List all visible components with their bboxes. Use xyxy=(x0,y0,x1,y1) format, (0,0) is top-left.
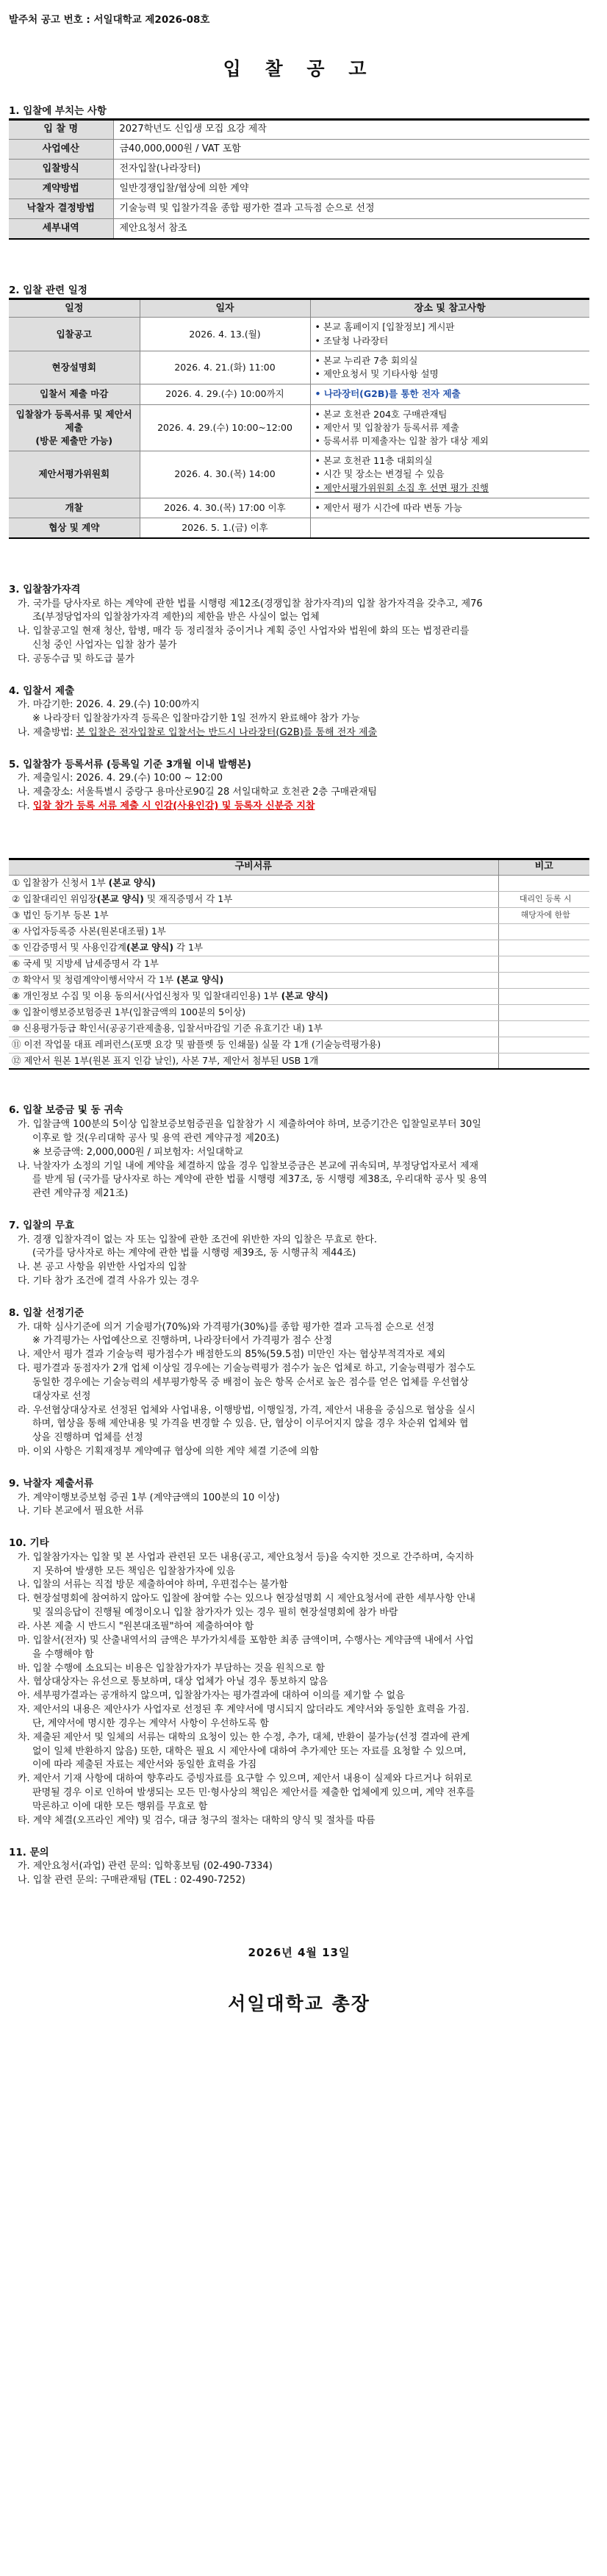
schedule-date: 2026. 4. 30.(목) 17:00 이후 xyxy=(140,498,310,518)
document-text: ③ 법인 등기부 등본 1부 xyxy=(12,909,109,921)
section-7-line: 다. 기타 참가 조건에 결격 사유가 있는 경우 xyxy=(18,1276,199,1287)
schedule-label-line: (방문 제출만 가능) xyxy=(35,435,113,447)
schedule-row xyxy=(9,404,589,451)
document-item xyxy=(9,972,498,988)
section-10-line: 없이 일체 반환하지 않음) 또한, 대학은 필요 시 제안사에 대하여 추가제안 또는 자료를 요청할 수 있으며, xyxy=(32,1745,467,1757)
document-form-tag: (본교 양식) xyxy=(126,942,174,954)
body-sections xyxy=(9,583,589,814)
section-5-warning: 입찰 참가 등록 서류 제출 시 인감(사용인감) 및 등록자 신분증 지참 xyxy=(32,801,315,812)
documents-note-header: 비고 xyxy=(498,859,589,875)
schedule-row xyxy=(9,384,589,404)
schedule-note: • 제안서 평가 시간에 따라 변동 가능 xyxy=(315,501,586,515)
document-form-tag: (본교 양식) xyxy=(176,974,224,986)
section-3-line: 조(부정당업자의 입찰참가자격 제한)의 제한을 받은 사실이 없는 업체 xyxy=(32,612,320,623)
notice-number: 발주처 공고 번호 : 서일대학교 제2026-08호 xyxy=(9,14,210,26)
schedule-label-line: 입찰참가 등록서류 및 제안서 제출 xyxy=(15,408,132,434)
section-8-line: 상을 진행하며 업체를 선정 xyxy=(32,1432,143,1444)
schedule-label xyxy=(9,404,140,451)
document-text: ⑨ 입찰이행보증보험증권 1부(입찰금액의 100분의 5이상) xyxy=(12,1006,246,1018)
section-4-line-prefix: 나. 제출방법: xyxy=(18,726,76,738)
document-note xyxy=(498,972,589,988)
document-row xyxy=(9,1053,589,1069)
section-4-line-underlined: 본 입찰은 전자입찰로 입찰서는 반드시 나라장터(G2B)를 통해 전자 제출 xyxy=(76,726,378,738)
document-note xyxy=(498,1004,589,1020)
section-10-line: 카. 제안서 기재 사항에 대하여 향후라도 증빙자료를 요구할 수 있으며, 제안서 내용이 실제와 다르거나 허위로 xyxy=(18,1773,473,1785)
document-note xyxy=(498,988,589,1004)
section-10-line: 가. 입찰참가자는 입찰 및 본 사업과 관련된 모든 내용(공고, 제안요청서 등)을 숙지한 것으로 간주하며, 숙지하 xyxy=(18,1551,474,1563)
section-3-title: 3. 입찰참가자격 xyxy=(9,583,81,595)
section-10-line: 판명될 경우 이로 인하여 발생되는 모든 민·형사상의 책임은 제안서를 제출한 업체에게 있으며, 계약 전후를 xyxy=(32,1787,475,1799)
schedule-notes xyxy=(310,404,589,451)
section-4-line: ※ 나라장터 입찰참가자격 등록은 입찰마감기한 1일 전까지 완료해야 참가 가능 xyxy=(32,713,360,725)
section-8-line: 라. 우선협상대상자로 선정된 업체와 사업내용, 이행방법, 이행일정, 가격, 제안서 내용을 중심으로 협상을 실시 xyxy=(18,1404,475,1416)
section-5-line: 나. 제출장소: 서울특별시 중랑구 용마산로90길 28 서일대학교 호천관 2층 구매관재팀 xyxy=(18,787,377,798)
overview-row xyxy=(9,219,589,239)
schedule-header-item: 일정 xyxy=(9,299,140,318)
section-5-line xyxy=(18,800,589,814)
schedule-notes xyxy=(310,518,589,538)
schedule-label: 제안서평가위원회 xyxy=(9,451,140,498)
section-11-line: 가. 제안요청서(과업) 관련 문의: 입학홍보팀 (02-490-7334) xyxy=(18,1861,273,1872)
schedule-date: 2026. 4. 29.(수) 10:00~12:00 xyxy=(140,404,310,451)
section-10-line: 사. 협상대상자는 유선으로 통보하며, 대상 업체가 아닐 경우 통보하지 않음 xyxy=(18,1676,328,1688)
section-4-title: 4. 입찰서 제출 xyxy=(9,684,75,697)
document-text: ⑪ 이전 작업물 대표 레퍼런스(포맷 요강 및 팜플렛 등 인쇄물) 실물 각 1개 (기술능력평가용) xyxy=(12,1039,381,1051)
document-form-tag: (본교 양식) xyxy=(96,893,144,905)
section-10-line: 막론하고 이에 대한 모든 행위를 무효로 함 xyxy=(32,1800,208,1812)
notice-date: 2026년 4월 13일 xyxy=(248,1945,351,1959)
section-10-line: 라. 사본 제출 시 반드시 "원본대조필"하여 제출하여야 함 xyxy=(18,1621,254,1632)
document-row xyxy=(9,1037,589,1053)
overview-row xyxy=(9,199,589,219)
section-10-title: 10. 기타 xyxy=(9,1537,49,1550)
schedule-label: 현장설명회 xyxy=(9,351,140,384)
section-9-line: 나. 기타 본교에서 필요한 서류 xyxy=(18,1506,144,1517)
schedule-header-date: 일자 xyxy=(140,299,310,318)
overview-key: 세부내역 xyxy=(9,219,113,239)
section-11-title: 11. 문의 xyxy=(9,1846,49,1858)
overview-value: 2027학년도 신입생 모집 요강 제작 xyxy=(113,120,589,140)
document-text: ⑫ 제안서 원본 1부(원본 표지 인감 날인), 사본 7부, 제안서 첨부된 USB 1개 xyxy=(12,1055,319,1067)
section-6-line: 를 받게 됨 (국가를 당사자로 하는 계약에 관한 법률 시행령 제37조, 동 시행령 제38조, 우리대학 공사 및 용역 xyxy=(32,1174,487,1186)
document-note xyxy=(498,1053,589,1069)
section-6-line: 관련 계약규정 제21조) xyxy=(32,1188,129,1200)
schedule-note: • 제안서평가위원회 소집 후 선면 평가 진행 xyxy=(315,482,586,495)
schedule-note: • 시간 및 장소는 변경될 수 있음 xyxy=(315,468,586,481)
section-8-line: 나. 제안서 평가 결과 기술능력 평가점수가 배점한도의 85%(59.5점) 미만인 자는 협상부적격자로 제외 xyxy=(18,1349,446,1361)
section-10-line: 자. 제안서의 내용은 제안사가 사업자로 선정된 후 계약서에 명시되지 않더라도 계약서와 동일한 효력을 가짐. xyxy=(18,1704,470,1716)
overview-value: 일반경쟁입찰/협상에 의한 계약 xyxy=(113,179,589,199)
document-row xyxy=(9,988,589,1004)
section-8-line: 하며, 협상을 통해 제안내용 및 가격을 변경할 수 있음. 단, 협상이 이루어지지 않을 경우 차순위 업체와 협 xyxy=(32,1418,469,1430)
schedule-label: 협상 및 계약 xyxy=(9,518,140,538)
document-item xyxy=(9,1004,498,1020)
document-item xyxy=(9,988,498,1004)
schedule-date: 2026. 4. 21.(화) 11:00 xyxy=(140,351,310,384)
document-note: 대리인 등록 시 xyxy=(498,891,589,907)
section-10-line: 마. 입찰서(전자) 및 산출내역서의 금액은 부가가치세를 포함한 최종 금액이며, 수행사는 계약금액 내에서 사업 xyxy=(18,1634,474,1646)
section-5-title: 5. 입찰참가 등록서류 (등록일 기준 3개월 이내 발행본) xyxy=(9,758,251,770)
section-10-line: 바. 입찰 수행에 소요되는 비용은 입찰참가자가 부담하는 것을 원칙으로 함 xyxy=(18,1662,326,1674)
schedule-note: • 조달청 나라장터 xyxy=(315,334,586,348)
document-form-tag: (본교 양식) xyxy=(108,877,156,889)
overview-key: 입 찰 명 xyxy=(9,120,113,140)
document-text-suffix: 각 1부 xyxy=(173,942,204,954)
schedule-note: • 제안요청서 및 기타사항 설명 xyxy=(315,368,586,381)
schedule-header-notes: 장소 및 참고사항 xyxy=(310,299,589,318)
section-11-line: 나. 입찰 관련 문의: 구매관재팀 (TEL : 02-490-7252) xyxy=(18,1875,245,1886)
section-2-title: 2. 입찰 관련 일정 xyxy=(9,284,87,296)
section-10-line: 단, 계약서에 명시한 경우는 계약서 사항이 우선하도록 함 xyxy=(32,1717,269,1729)
document-row xyxy=(9,956,589,972)
document-item xyxy=(9,1020,498,1037)
issuer-signature: 서일대학교 총장 xyxy=(228,1992,370,2014)
section-6-title: 6. 입찰 보증금 및 동 귀속 xyxy=(9,1104,123,1117)
schedule-date: 2026. 4. 13.(월) xyxy=(140,318,310,351)
schedule-notes xyxy=(310,451,589,498)
document-row xyxy=(9,923,589,940)
schedule-row xyxy=(9,318,589,351)
document-item xyxy=(9,956,498,972)
document-title: 입 찰 공 고 xyxy=(223,57,376,79)
section-4-line xyxy=(18,726,589,740)
document-note xyxy=(498,940,589,956)
section-10-line: 지 못하여 발생한 모든 책임은 입찰참가자에 있음 xyxy=(32,1565,235,1577)
overview-row xyxy=(9,160,589,179)
schedule-label: 입찰서 제출 마감 xyxy=(9,384,140,404)
section-10-line: 차. 제출된 제안서 및 일체의 서류는 대학의 요청이 있는 한 수정, 추가, 대체, 반환이 불가능(선정 결과에 관계 xyxy=(18,1731,470,1743)
schedule-date: 2026. 5. 1.(금) 이후 xyxy=(140,518,310,538)
section-10-line: 이에 따라 제출된 자료는 제안서와 동일한 효력을 가짐 xyxy=(32,1759,257,1771)
schedule-note: • 본교 호천관 11층 대회의실 xyxy=(315,454,586,468)
document-row xyxy=(9,891,589,907)
section-9-title: 9. 낙찰자 제출서류 xyxy=(9,1477,94,1489)
document-text: ④ 사업자등록증 사본(원본대조필) 1부 xyxy=(12,926,166,937)
document-text: ① 입찰참가 신청서 1부 xyxy=(12,877,109,889)
section-10-line: 아. 세부평가결과는 공개하지 않으며, 입찰참가자는 평가결과에 대하여 이의를 제기할 수 없음 xyxy=(18,1690,405,1702)
schedule-note: • 나라장터(G2B)를 통한 전자 제출 xyxy=(315,387,586,401)
document-item xyxy=(9,1037,498,1053)
document-text: ⑤ 인감증명서 및 사용인감계 xyxy=(12,942,126,954)
document-row xyxy=(9,940,589,956)
schedule-label: 입찰공고 xyxy=(9,318,140,351)
document-note xyxy=(498,923,589,940)
schedule-notes xyxy=(310,318,589,351)
schedule-notes xyxy=(310,498,589,518)
section-4-line: 가. 마감기한: 2026. 4. 29.(수) 10:00까지 xyxy=(18,699,200,711)
documents-header: 구비서류 xyxy=(9,859,498,875)
document-note: 해당자에 한함 xyxy=(498,907,589,923)
section-3-line: 가. 국가를 당사자로 하는 계약에 관한 법률 시행령 제12조(경쟁입찰 참가자격)의 입찰 참가자격을 갖추고, 제76 xyxy=(18,598,483,609)
schedule-note: • 본교 홈페이지 [입찰정보] 게시판 xyxy=(315,321,586,334)
section-8-line: 마. 이외 사항은 기획재정부 계약예규 협상에 의한 계약 체결 기준에 의함 xyxy=(18,1446,319,1458)
section-7-line: (국가를 당사자로 하는 계약에 관한 법률 시행령 제39조, 동 시행규칙 제44조) xyxy=(32,1248,356,1259)
section-8-line: 가. 대학 심사기준에 의거 기술평가(70%)와 가격평가(30%)를 종합 평가한 결과 고득점 순으로 선정 xyxy=(18,1321,435,1333)
schedule-notes xyxy=(310,351,589,384)
section-5-line-prefix: 다. xyxy=(18,801,33,812)
document-text-suffix: 및 재직증명서 각 1부 xyxy=(143,893,233,905)
section-3-line: 다. 공동수급 및 하도급 불가 xyxy=(18,653,134,665)
document-row xyxy=(9,875,589,891)
section-5-line: 가. 제출일시: 2026. 4. 29.(수) 10:00 ~ 12:00 xyxy=(18,773,223,784)
schedule-row xyxy=(9,498,589,518)
document-form-tag: (본교 양식) xyxy=(281,990,328,1002)
section-3-line: 신청 중인 사업자는 입찰 참가 불가 xyxy=(32,640,177,651)
section-10-line: 나. 입찰의 서류는 직접 방문 제출하여야 하며, 우편접수는 불가함 xyxy=(18,1579,288,1591)
section-6-line: 나. 낙찰자가 소정의 기일 내에 계약을 체결하지 않을 경우 입찰보증금은 본교에 귀속되며, 부정당업자로서 제재 xyxy=(18,1160,479,1172)
overview-value: 기술능력 및 입찰가격을 종합 평가한 결과 고득점 순으로 선정 xyxy=(113,199,589,219)
section-6-line: ※ 보증금액: 2,000,000원 / 피보험자: 서일대학교 xyxy=(32,1146,243,1158)
document-text: ⑥ 국세 및 지방세 납세증명서 각 1부 xyxy=(12,958,159,970)
document-item xyxy=(9,940,498,956)
overview-row xyxy=(9,179,589,199)
section-1-title: 1. 입찰에 부치는 사항 xyxy=(9,104,107,117)
section-8-line: 대상자로 선정 xyxy=(32,1390,91,1402)
section-7-title: 7. 입찰의 무효 xyxy=(9,1220,75,1232)
section-10-line: 및 질의응답이 진행될 예정이오니 입찰 참가자가 있는 경우 필히 현장설명회에 참가 바람 xyxy=(32,1607,398,1619)
section-10-line: 을 수행해야 함 xyxy=(32,1648,94,1660)
section-8-line: ※ 가격평가는 사업예산으로 진행하며, 나라장터에서 가격평가 점수 산정 xyxy=(32,1335,333,1347)
schedule-row xyxy=(9,518,589,538)
overview-value: 금40,000,000원 / VAT 포함 xyxy=(113,140,589,160)
document-note xyxy=(498,1020,589,1037)
overview-value: 전자입찰(나라장터) xyxy=(113,160,589,179)
schedule-date: 2026. 4. 30.(목) 14:00 xyxy=(140,451,310,498)
overview-key: 낙찰자 결정방법 xyxy=(9,199,113,219)
section-3-line: 나. 입찰공고일 현재 청산, 합병, 매각 등 정리절차 중이거나 계획 중인 사업자와 법원에 화의 또는 법정관리를 xyxy=(18,626,470,637)
document-text: ⑧ 개인정보 수집 및 이용 동의서(사업신청자 및 입찰대리인용) 1부 xyxy=(12,990,281,1002)
document-row xyxy=(9,972,589,988)
document-row xyxy=(9,907,589,923)
overview-row xyxy=(9,140,589,160)
schedule-note: • 본교 호천관 204호 구매관재팀 xyxy=(315,408,586,421)
document-item xyxy=(9,891,498,907)
document-text: ⑦ 확약서 및 청렴계약이행서약서 각 1부 xyxy=(12,974,177,986)
document-note xyxy=(498,1037,589,1053)
overview-key: 계약방법 xyxy=(9,179,113,199)
schedule-note: • 등록서류 미제출자는 입찰 참가 대상 제외 xyxy=(315,434,586,448)
overview-key: 입찰방식 xyxy=(9,160,113,179)
section-8-line: 다. 평가결과 동점자가 2개 업체 이상일 경우에는 기술능력평가 점수가 높은 업체로 하고, 기술능력평가 점수도 xyxy=(18,1363,475,1375)
schedule-table xyxy=(9,298,589,539)
document-note xyxy=(498,956,589,972)
section-6-line: 이후로 할 것(우리대학 공사 및 용역 관련 계약규정 제20조) xyxy=(32,1132,280,1144)
section-9-line: 가. 계약이행보증보험 증권 1부 (계약금액의 100분의 10 이상) xyxy=(18,1492,280,1503)
schedule-label: 개찰 xyxy=(9,498,140,518)
bid-overview-table xyxy=(9,118,589,240)
schedule-row xyxy=(9,451,589,498)
section-8-line: 동일한 경우에는 기술능력의 세부평가항목 중 배점이 높은 항목 순서로 높은 점수를 얻은 업체를 우선협상 xyxy=(32,1376,469,1388)
required-documents-table xyxy=(9,858,589,1070)
document-item xyxy=(9,875,498,891)
schedule-note: • 본교 누리관 7층 회의실 xyxy=(315,354,586,368)
section-6-line: 가. 입찰금액 100분의 5이상 입찰보증보험증권을 입찰참가 시 제출하여야 하며, 보증기간은 입찰일로부터 30일 xyxy=(18,1118,481,1130)
schedule-date: 2026. 4. 29.(수) 10:00까지 xyxy=(140,384,310,404)
document-item xyxy=(9,923,498,940)
section-10-line: 다. 현장설명회에 참여하지 않아도 입찰에 참여할 수는 있으나 현장설명회 시 제안요청서에 관한 세부사항 안내 xyxy=(18,1593,475,1605)
overview-key: 사업예산 xyxy=(9,140,113,160)
schedule-notes xyxy=(310,384,589,404)
document-item xyxy=(9,907,498,923)
section-8-title: 8. 입찰 선정기준 xyxy=(9,1306,85,1319)
overview-value: 제안요청서 참조 xyxy=(113,219,589,239)
document-text: ⑩ 신용평가등급 확인서(공공기관제출용, 입찰서마감일 기준 유효기간 내) 1부 xyxy=(12,1023,323,1034)
body-sections-2 xyxy=(9,1103,589,1888)
schedule-note: • 제안서 및 입찰참가 등록서류 제출 xyxy=(315,421,586,434)
document-text: ② 입찰대리인 위임장 xyxy=(12,893,97,905)
section-7-line: 가. 경쟁 입찰자격이 없는 자 또는 입찰에 관한 조건에 위반한 자의 입찰은 무효로 한다. xyxy=(18,1234,377,1245)
schedule-row xyxy=(9,351,589,384)
document-row xyxy=(9,1004,589,1020)
section-10-line: 타. 계약 체결(오프라인 계약) 및 검수, 대금 청구의 절차는 대학의 양식 및 절차를 따름 xyxy=(18,1814,376,1826)
document-note xyxy=(498,875,589,891)
document-row xyxy=(9,1020,589,1037)
section-7-line: 나. 본 공고 사항을 위반한 사업자의 입찰 xyxy=(18,1262,187,1273)
overview-row xyxy=(9,120,589,140)
document-item xyxy=(9,1053,498,1069)
